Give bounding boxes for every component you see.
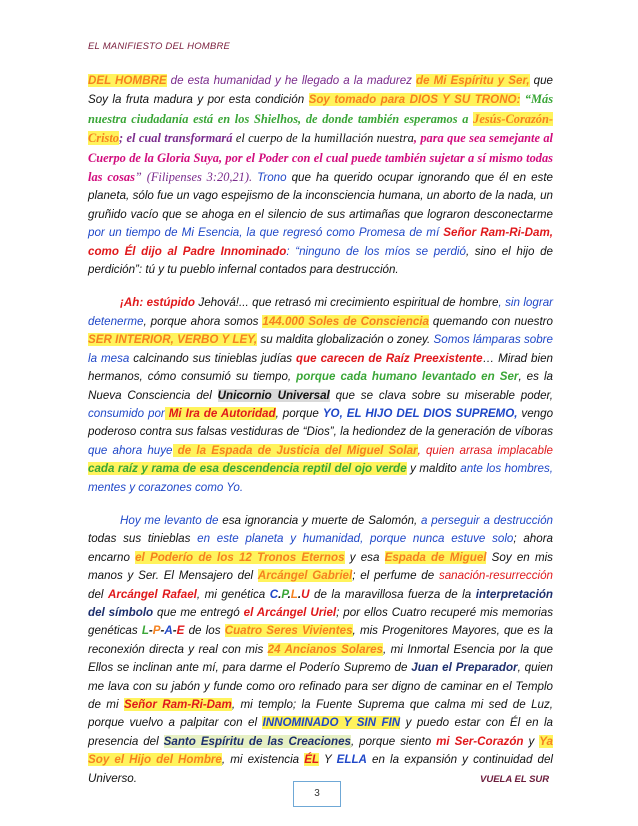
text-span: Juan el Preparador <box>411 661 518 675</box>
text-span: , para que sea semejante al Cuerpo de la Gloria Suya, por el Poder con el cual puede también sujetar a sí mismo todas las cosas <box>88 131 553 185</box>
text-span: a perseguir a destrucción <box>421 513 553 527</box>
text-span: E <box>176 624 185 638</box>
text-span: INNOMINADO Y SIN FIN <box>262 716 401 730</box>
text-span: DEL HOMBRE <box>88 74 167 87</box>
paragraph-1 <box>88 72 553 279</box>
text-span: consumido por <box>88 406 165 420</box>
text-span: mi Ser-Corazón <box>436 734 524 748</box>
text-span: que se clava sobre su miserable poder, <box>329 388 553 402</box>
text-span: porque cada humano levantado en Ser <box>296 370 519 384</box>
text-span: el cuerpo de la humillación nuestra <box>232 131 414 146</box>
text-span: L <box>290 587 298 601</box>
text-span: y puedo estar con Él en la presencia del <box>88 716 553 748</box>
text-span: su maldita globalización o zoney. <box>257 333 434 347</box>
text-span: Cuatro Seres Vivientes <box>224 624 353 638</box>
text-span: . <box>297 587 302 601</box>
text-span: A <box>164 624 173 638</box>
text-span: que me entregó <box>153 605 244 619</box>
text-span: y <box>523 734 540 748</box>
text-span: , quien me lava con su jabón y funde como oro refinado para ser digno de caminar en el Templo de mi <box>88 661 553 711</box>
text-span: cada raíz y rama de esa descendencia reptil del ojo verde <box>88 462 407 476</box>
footer-label: VUELA EL SUR <box>480 774 550 785</box>
text-span: vengo poderoso contra sus falsas vestiduras de “Dios”, la hediondez de la generación de víboras <box>88 406 554 439</box>
manifesto-body <box>88 72 553 788</box>
text-span: que ahora huye <box>88 443 173 457</box>
text-span: , mi existencia <box>221 753 305 767</box>
text-span: P <box>281 587 288 601</box>
text-span: , quien arrasa implacable <box>417 443 553 457</box>
text-span: - <box>172 624 177 638</box>
text-span: 144.000 Soles de Consciencia <box>262 314 429 328</box>
text-span: , porque ahora somos <box>143 314 263 328</box>
text-span: “Más nuestra ciudadanía está en los Shielhos, de donde también esperamos a <box>88 92 554 126</box>
text-span: 24 Ancianos Solares <box>267 642 383 656</box>
text-span: : “ninguno de los míos se perdió <box>286 244 466 258</box>
text-span: , mi Inmortal Esencia por la que Ellos se inclinan ante mí, para darme el Poderío Supremo de <box>88 642 553 675</box>
text-span: Y <box>319 753 337 767</box>
text-span: ; por ellos Cuatro recuperé mis memorias genéticas <box>88 605 553 638</box>
text-span: por un tiempo de Mi Esencia, la que regresó como Promesa de mí <box>88 226 440 240</box>
text-span: L <box>141 624 149 638</box>
text-span: YO, EL HIJO DEL DIOS SUPREMO, <box>322 406 518 420</box>
text-span: Hoy me levanto de <box>120 513 219 527</box>
text-span: Señor Ram-Ri-Dam, como Él dijo al Padre Innominado <box>88 226 553 258</box>
text-span: Espada de Miguel <box>384 550 487 564</box>
text-span: interpretación del símbolo <box>88 587 554 619</box>
text-span: ÉL <box>304 753 320 767</box>
text-span: ELLA <box>336 753 367 767</box>
text-span: calcinando sus tinieblas judías <box>129 351 297 365</box>
text-span: Ya Soy el Hijo del Hombre <box>88 734 553 767</box>
text-span: … Mirad bien hermanos, cómo consumió su tiempo, <box>88 351 553 384</box>
text-span: Mi Ira de Autoridad <box>164 406 276 420</box>
text-span: - <box>148 624 153 638</box>
text-span: Arcángel Rafael <box>107 587 197 601</box>
text-span: sanación-resurrección <box>438 569 553 583</box>
text-span: Jehová!... que retrasó mi crecimiento espiritual de hombre <box>194 296 499 310</box>
text-span: de la maravillosa fuerza de la <box>309 587 476 601</box>
text-span: ; el cual transformará <box>119 131 233 146</box>
text-span: ” (Filipenses 3:20,21). <box>134 170 253 185</box>
text-span: Somos lámparas sobre la mesa <box>88 333 553 365</box>
text-span: , mi templo; la Fuente Suprema que calma mi sed de Luz, porque vuelvo a palpitar con el <box>88 698 553 730</box>
text-span: , es la Nueva Consciencia del <box>88 370 553 402</box>
text-span: Soy tomado para DIOS Y SU TRONO: <box>308 93 521 107</box>
text-span: Señor Ram-Ri-Dam <box>123 698 232 711</box>
text-span: de esta humanidad y he llegado a la madurez <box>166 74 417 87</box>
text-span: de Mi Espíritu y Ser, <box>416 74 530 87</box>
text-span: todas sus tinieblas <box>88 532 198 546</box>
text-span: Trono <box>252 171 287 185</box>
text-span: ; ahora encarno <box>88 532 553 564</box>
text-span: ¡Ah: estúpido <box>120 296 195 310</box>
page-header: EL MANIFIESTO DEL HOMBRE <box>88 41 231 52</box>
text-span: Arcángel Gabriel <box>257 569 353 583</box>
paragraph-2 <box>88 294 553 496</box>
text-span: del <box>88 587 108 601</box>
text-span: . <box>278 587 282 601</box>
text-span: de los <box>184 624 225 638</box>
text-span: , porque <box>275 406 323 420</box>
text-span: , mi genética <box>196 587 270 601</box>
paragraph-3 <box>88 512 553 788</box>
text-span: que ha querido ocupar ignorando que él en este planeta, sólo fue un vago espejismo de la inconsciencia humana, un aborto de la nada, un gruñido vacío que se ahoga en el silencio de sus artimañas que lograron desconectarme <box>88 171 553 221</box>
text-span: y maldito <box>406 462 461 476</box>
text-span: el Arcángel Uriel <box>243 605 337 619</box>
text-span: , sino el hijo de perdición”: tú y tu pueblo infernal contados para destrucción. <box>88 244 554 277</box>
text-span: , mis Progenitores Mayores, que es la reconexión directa y real con mis <box>88 624 553 656</box>
text-span: en la expansión y continuidad del Universo. <box>88 753 553 785</box>
text-span: U <box>301 587 310 601</box>
text-span: en este planeta y humanidad, porque nunca estuve solo <box>197 532 514 546</box>
text-span: Jesús-Corazón-Cristo <box>88 111 553 146</box>
text-span: Soy en mis manos y Ser. El Mensajero del <box>88 550 553 583</box>
text-span: C <box>269 587 279 601</box>
text-span: SER INTERIOR, VERBO Y LEY, <box>88 333 258 347</box>
text-span: que Soy la fruta madura y por esta condición <box>88 74 553 107</box>
text-span: el Poderío de los 12 Tronos Eternos <box>135 550 345 564</box>
text-span: Santo Espíritu de las Creaciones <box>163 734 351 748</box>
text-span: y esa <box>344 550 385 564</box>
text-span: , porque siento <box>350 734 437 748</box>
page-number-box: 3 <box>293 781 341 807</box>
text-span: . <box>287 587 291 601</box>
text-span: P <box>152 624 161 638</box>
text-span: quemando con nuestro <box>428 314 553 328</box>
text-span: ante los hombres, mentes y corazones como Yo. <box>88 462 553 494</box>
text-span: , sin lograr detenerme <box>88 296 553 328</box>
text-span: esa ignorancia y muerte de Salomón, <box>218 513 422 527</box>
text-span: ; el perfume de <box>352 569 439 583</box>
text-span: - <box>160 624 165 638</box>
text-span: de la Espada de Justicia del Miguel Solar <box>172 443 418 457</box>
text-span: Unicornio Universal <box>217 388 330 402</box>
text-span: que carecen de Raíz Preexistente <box>296 351 483 365</box>
